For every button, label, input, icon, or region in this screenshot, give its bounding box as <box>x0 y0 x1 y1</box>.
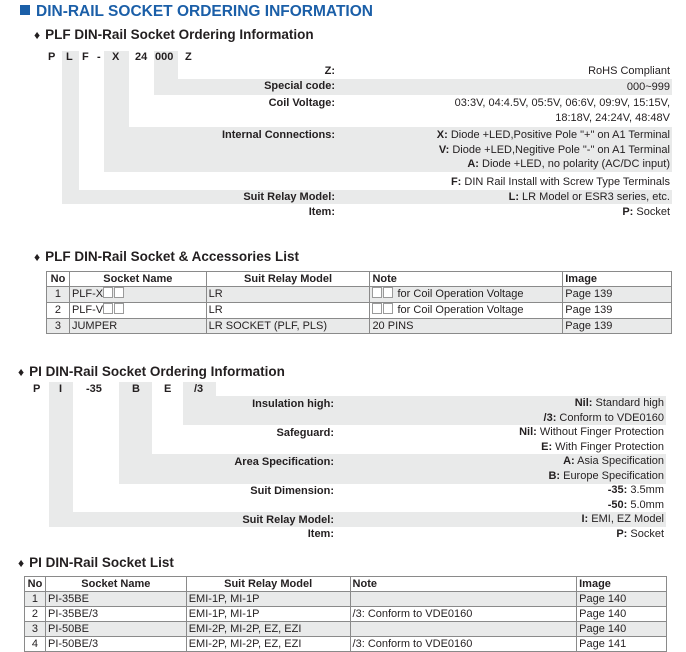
header-image: Image <box>563 272 672 287</box>
pi-code-35: -35 <box>86 383 102 395</box>
note-text: for Coil Operation Voltage <box>397 304 524 316</box>
cell-no: 2 <box>25 607 46 622</box>
pi-code-e: E <box>164 383 172 395</box>
header-note: Note <box>370 272 563 287</box>
diamond-bullet-icon: ♦ <box>18 556 25 570</box>
pi-list-title <box>18 555 174 570</box>
header-no: No <box>25 577 46 592</box>
cell-note <box>350 592 577 607</box>
cell-model: EMI-1P, MI-1P <box>186 607 350 622</box>
table-row <box>47 319 672 334</box>
cell-no: 3 <box>25 622 46 637</box>
placeholder-boxes-icon <box>103 287 125 302</box>
plf-internal-text-a: Diode +LED, no polarity (AC/DC input) <box>478 158 670 170</box>
pi-code-3: /3 <box>194 383 204 395</box>
table-row <box>25 637 667 652</box>
pi-band-suit <box>49 512 666 527</box>
plf-internal-text-v: Diode +LED,Negitive Pole "-" on A1 Terminal <box>449 143 670 156</box>
cell-note: 20 PINS <box>370 319 563 334</box>
pi-area-key-b: B: <box>548 469 561 482</box>
placeholder-boxes-icon <box>372 287 394 302</box>
cell-note: /3: Conform to VDE0160 <box>350 637 577 652</box>
pi-ins-key-nil: Nil: <box>574 397 593 409</box>
pi-list-table <box>24 576 667 652</box>
cell-note <box>370 303 563 319</box>
cell-model: LR SOCKET (PLF, PLS) <box>206 319 370 334</box>
table-row <box>25 592 667 607</box>
pi-item-text: Socket <box>627 528 664 540</box>
diamond-bullet-icon: ♦ <box>34 250 41 264</box>
plf-code-l: L <box>66 51 73 63</box>
pi-code-b: B <box>132 383 140 395</box>
plf-band-special <box>154 79 672 95</box>
table-row <box>47 287 672 303</box>
pi-dim-key-50: -50: <box>607 498 628 511</box>
pi-suit-text: EMI, EZ Model <box>588 513 664 525</box>
socket-name-text: PLF-V <box>71 304 104 316</box>
table-row <box>47 303 672 319</box>
cell-no: 2 <box>47 303 70 319</box>
plf-value-z-text: RoHS Compliant <box>588 65 670 77</box>
plf-order-title <box>34 27 314 42</box>
plf-value-item <box>622 205 670 220</box>
pi-label-safeguard: Safeguard: <box>276 427 334 439</box>
plf-list-table <box>46 271 672 334</box>
plf-label-z: Z: <box>324 65 335 77</box>
pi-band-i <box>49 382 73 527</box>
pi-list-title-text: PI DIN-Rail Socket List <box>29 555 174 570</box>
header-socket-name: Socket Name <box>45 577 186 592</box>
header-suit-relay-model: Suit Relay Model <box>206 272 370 287</box>
plf-list-title-text: PLF DIN-Rail Socket & Accessories List <box>45 249 299 264</box>
cell-socket-name: PI-50BE <box>45 622 186 637</box>
cell-image: Page 139 <box>563 287 672 303</box>
plf-label-special: Special code: <box>264 80 335 92</box>
cell-socket-name: PI-50BE/3 <box>45 637 186 652</box>
cell-note <box>370 287 563 303</box>
header-image: Image <box>577 577 667 592</box>
plf-label-suit: Suit Relay Model: <box>243 191 335 203</box>
table-row <box>25 607 667 622</box>
pi-dim-text-50: 5.0mm <box>627 498 664 511</box>
header-no: No <box>47 272 70 287</box>
pi-label-insulation: Insulation high: <box>252 398 334 410</box>
cell-image: Page 140 <box>577 592 667 607</box>
plf-value-coil <box>455 96 670 125</box>
pi-order-title <box>18 364 285 379</box>
plf-band-l <box>62 51 79 204</box>
cell-image: Page 139 <box>563 303 672 319</box>
cell-model: LR <box>206 287 370 303</box>
main-title <box>20 3 373 21</box>
cell-note: /3: Conform to VDE0160 <box>350 607 577 622</box>
pi-ins-text-3: Conform to VDE0160 <box>556 411 664 424</box>
pi-label-area: Area Specification: <box>234 456 334 468</box>
plf-suit-key: L: <box>508 191 519 203</box>
pi-safe-key-nil: Nil: <box>519 426 537 438</box>
main-title-text: DIN-RAIL SOCKET ORDERING INFORMATION <box>36 3 373 20</box>
cell-no: 1 <box>25 592 46 607</box>
plf-f-text: DIN Rail Install with Screw Type Terminals <box>461 176 670 188</box>
plf-value-f <box>451 175 670 190</box>
cell-image: Page 140 <box>577 607 667 622</box>
plf-code-000: 000 <box>155 51 174 63</box>
pi-ins-key-3: /3: <box>543 411 557 424</box>
diamond-bullet-icon: ♦ <box>34 28 41 42</box>
header-note: Note <box>350 577 577 592</box>
pi-suit-key: I: <box>581 513 589 525</box>
cell-image: Page 141 <box>577 637 667 652</box>
plf-order-title-text: PLF DIN-Rail Socket Ordering Information <box>45 27 314 42</box>
pi-code-p: P <box>33 383 41 395</box>
plf-label-coil: Coil Voltage: <box>268 97 335 109</box>
cell-no: 1 <box>47 287 70 303</box>
pi-label-item: Item: <box>307 528 334 540</box>
cell-image: Page 139 <box>563 319 672 334</box>
placeholder-boxes-icon <box>372 303 394 318</box>
pi-order-title-text: PI DIN-Rail Socket Ordering Information <box>29 364 285 379</box>
plf-item-text: Socket <box>633 206 670 218</box>
square-bullet-icon <box>20 5 30 15</box>
cell-model: EMI-1P, MI-1P <box>186 592 350 607</box>
cell-socket-name: PI-35BE <box>45 592 186 607</box>
plf-internal-key-x: X: <box>436 129 448 141</box>
pi-dim-key-35: -35: <box>607 484 628 496</box>
cell-model: EMI-2P, MI-2P, EZ, EZI <box>186 637 350 652</box>
pi-label-dimension: Suit Dimension: <box>250 485 334 497</box>
pi-value-dimension <box>608 483 664 512</box>
pi-value-safeguard <box>519 425 664 454</box>
plf-internal-key-v: V: <box>438 143 450 156</box>
pi-ins-text-nil: Standard high <box>592 397 664 409</box>
plf-list-title <box>34 249 299 264</box>
table-header-row <box>25 577 667 592</box>
plf-value-z <box>588 64 670 79</box>
header-socket-name: Socket Name <box>69 272 206 287</box>
pi-area-text-a: Asia Specification <box>574 455 664 467</box>
plf-f-key: F: <box>450 176 462 188</box>
table-row <box>25 622 667 637</box>
plf-label-internal: Internal Connections: <box>221 129 335 141</box>
socket-name-text: PLF-X <box>71 288 104 300</box>
plf-value-coil-line1: 03:3V, 04:4.5V, 05:5V, 06:6V, 09:9V, 15:15V, <box>454 97 670 109</box>
plf-code-24: 24 <box>135 51 148 63</box>
pi-value-suit <box>581 512 664 527</box>
cell-socket-name <box>69 303 206 319</box>
pi-value-item <box>616 527 664 542</box>
plf-value-coil-line2: 18:18V, 24:24V, 48:48V <box>555 111 670 124</box>
cell-socket-name: JUMPER <box>69 319 206 334</box>
diamond-bullet-icon: ♦ <box>18 365 25 379</box>
table-header-row <box>47 272 672 287</box>
plf-value-special-text: 000~999 <box>626 81 670 93</box>
plf-item-key: P: <box>622 206 634 218</box>
pi-safe-text-e: With Finger Protection <box>552 440 664 453</box>
plf-code-x: X <box>112 51 120 63</box>
pi-safe-key-e: E: <box>541 440 553 453</box>
pi-value-insulation <box>544 396 664 425</box>
header-suit-relay-model: Suit Relay Model <box>186 577 350 592</box>
pi-value-area <box>548 454 664 483</box>
cell-socket-name: PI-35BE/3 <box>45 607 186 622</box>
plf-internal-key-a: A: <box>467 158 479 170</box>
plf-label-item: Item: <box>308 206 335 218</box>
plf-internal-text-x: Diode +LED,Positive Pole "+" on A1 Terminal <box>447 129 670 141</box>
plf-value-special <box>627 80 670 95</box>
pi-safe-text-nil: Without Finger Protection <box>536 426 664 438</box>
plf-code-p: P <box>48 51 56 63</box>
note-text: for Coil Operation Voltage <box>397 288 524 300</box>
plf-value-internal <box>437 128 670 172</box>
pi-label-suit: Suit Relay Model: <box>242 514 334 526</box>
cell-image: Page 140 <box>577 622 667 637</box>
pi-code-i: I <box>59 383 63 395</box>
cell-no: 3 <box>47 319 70 334</box>
pi-dim-text-35: 3.5mm <box>627 484 664 496</box>
plf-code-z: Z <box>185 51 192 63</box>
cell-model: LR <box>206 303 370 319</box>
plf-code-dash: - <box>97 51 101 63</box>
cell-socket-name <box>69 287 206 303</box>
cell-note <box>350 622 577 637</box>
placeholder-boxes-icon <box>103 303 125 318</box>
pi-area-text-b: Europe Specification <box>560 469 664 482</box>
cell-model: EMI-2P, MI-2P, EZ, EZI <box>186 622 350 637</box>
plf-code-f: F <box>82 51 89 63</box>
cell-no: 4 <box>25 637 46 652</box>
pi-item-key: P: <box>616 528 628 540</box>
plf-suit-text: LR Model or ESR3 series, etc. <box>518 191 670 203</box>
plf-value-suit <box>509 190 670 205</box>
pi-area-key-a: A: <box>563 455 575 467</box>
